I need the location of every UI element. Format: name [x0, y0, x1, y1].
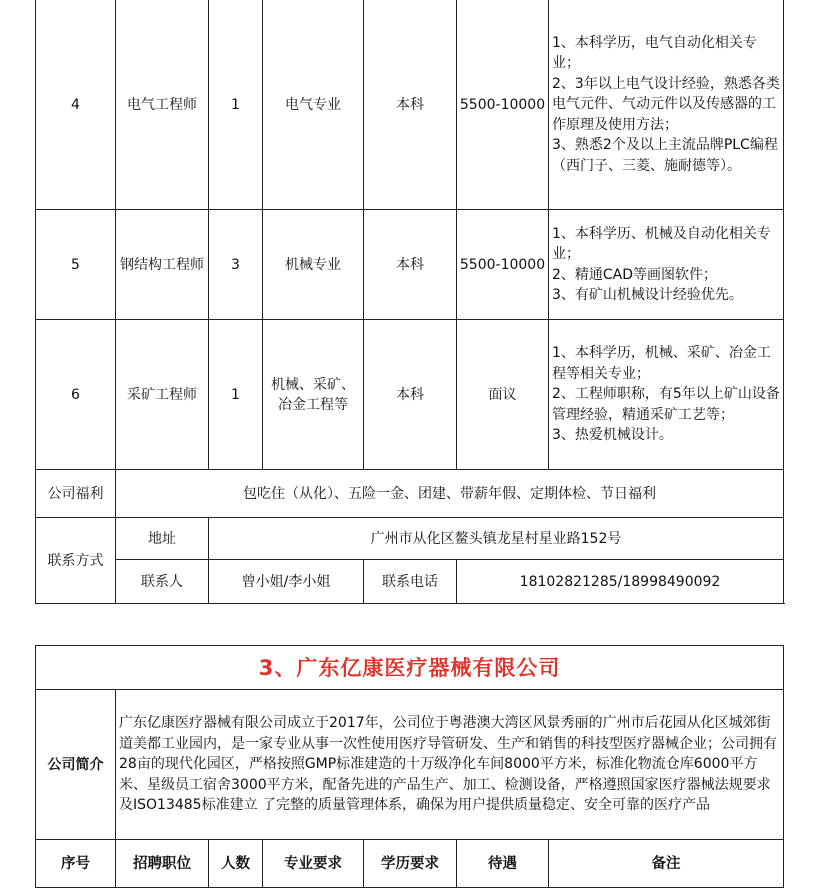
- job-position: 钢结构工程师: [116, 210, 209, 320]
- benefits-row: [36, 470, 784, 518]
- address-label: 地址: [116, 518, 209, 560]
- job-note-line: 3、热爱机械设计。: [552, 427, 673, 444]
- header-count: 人数: [209, 840, 263, 888]
- job-notes: [549, 0, 784, 210]
- job-note-line: 1、本科学历、机械及自动化相关专业；: [552, 225, 771, 262]
- job-major: 机械专业: [263, 210, 364, 320]
- benefits-value: 包吃住（从化）、五险一金、团建、带薪年假、定期体检、节日福利: [116, 470, 784, 518]
- job-major: 电气专业: [263, 0, 364, 210]
- job-note-line: 1、本科学历，机械、采矿、冶金工程等相关专业；: [552, 345, 771, 382]
- contact-person-label: 联系人: [116, 560, 209, 604]
- company-title-row: [36, 646, 784, 690]
- job-note-line: 2、工程师职称，有5年以上矿山设备管理经验，精通采矿工艺等；: [552, 386, 780, 423]
- jobs-table: [35, 0, 784, 604]
- job-count: 3: [209, 210, 263, 320]
- job-note-line: 3、有矿山机械设计经验优先。: [552, 287, 743, 303]
- contact-person-row: [36, 560, 784, 604]
- job-no: 4: [36, 0, 116, 210]
- phone-value: 18102821285/18998490092: [457, 560, 784, 604]
- job-position: 电气工程师: [116, 0, 209, 210]
- job-count: 1: [209, 320, 263, 470]
- header-row: [36, 840, 784, 888]
- address-value: 广州市从化区鳌头镇龙星村星业路152号: [209, 518, 784, 560]
- table-row: [36, 0, 784, 210]
- contact-label: 联系方式: [36, 518, 116, 604]
- job-education: 本科: [364, 210, 457, 320]
- job-major: 机械、采矿、冶金工程等: [263, 320, 364, 470]
- job-note-line: 1、本科学历，电气自动化相关专业；: [552, 34, 757, 72]
- job-no: 5: [36, 210, 116, 320]
- table-row: [36, 320, 784, 470]
- job-salary: 5500-10000: [457, 0, 549, 210]
- phone-label: 联系电话: [364, 560, 457, 604]
- header-no: 序号: [36, 840, 116, 888]
- header-major: 专业要求: [263, 840, 364, 888]
- header-salary: 待遇: [457, 840, 549, 888]
- job-note-line: 2、3年以上电气设计经验，熟悉各类电气元件、气动元件以及传感器的工作原理及使用方法；: [552, 75, 780, 133]
- header-notes: 备注: [549, 840, 784, 888]
- intro-label: 公司简介: [36, 690, 116, 840]
- job-no: 6: [36, 320, 116, 470]
- benefits-label: 公司福利: [36, 470, 116, 518]
- job-education: 本科: [364, 320, 457, 470]
- contact-person-value: 曾小姐/李小姐: [209, 560, 364, 604]
- header-position: 招聘职位: [116, 840, 209, 888]
- job-note-line: 3、熟悉2个及以上主流品牌PLC编程（西门子、三菱、施耐德等）。: [552, 137, 778, 174]
- company-intro-row: [36, 690, 784, 840]
- table-row: [36, 210, 784, 320]
- job-salary: 面议: [457, 320, 549, 470]
- header-education: 学历要求: [364, 840, 457, 888]
- address-row: [36, 518, 784, 560]
- job-education: 本科: [364, 0, 457, 210]
- job-position: 采矿工程师: [116, 320, 209, 470]
- job-notes: [549, 320, 784, 470]
- company3-table: [35, 645, 784, 888]
- job-salary: 5500-10000: [457, 210, 549, 320]
- job-note-line: 2、精通CAD等画图软件；: [552, 266, 718, 283]
- company-title: 3、广东亿康医疗器械有限公司: [36, 646, 784, 690]
- intro-text: 广东亿康医疗器械有限公司成立于2017年，公司位于粤港澳大湾区风景秀丽的广州市后花园从化区城郊街道美都工业园内，是一家专业从事一次性使用医疗导管研发、生产和销售的科技型医疗器械企业；公司拥有28亩的现代化园区，严格按照GMP标准建造的十万级净化车间8000平方米，标准化物流仓库6000平方米、星级员工宿舍3000平方米，配备先进的产品生产、加工、检测设备，严格遵照国家医疗器械法规要求及ISO13485标准建立 了完整的质量管理体系，确保为用户提供质量稳定、安全可靠的医疗产品: [116, 690, 784, 840]
- job-count: 1: [209, 0, 263, 210]
- job-notes: [549, 210, 784, 320]
